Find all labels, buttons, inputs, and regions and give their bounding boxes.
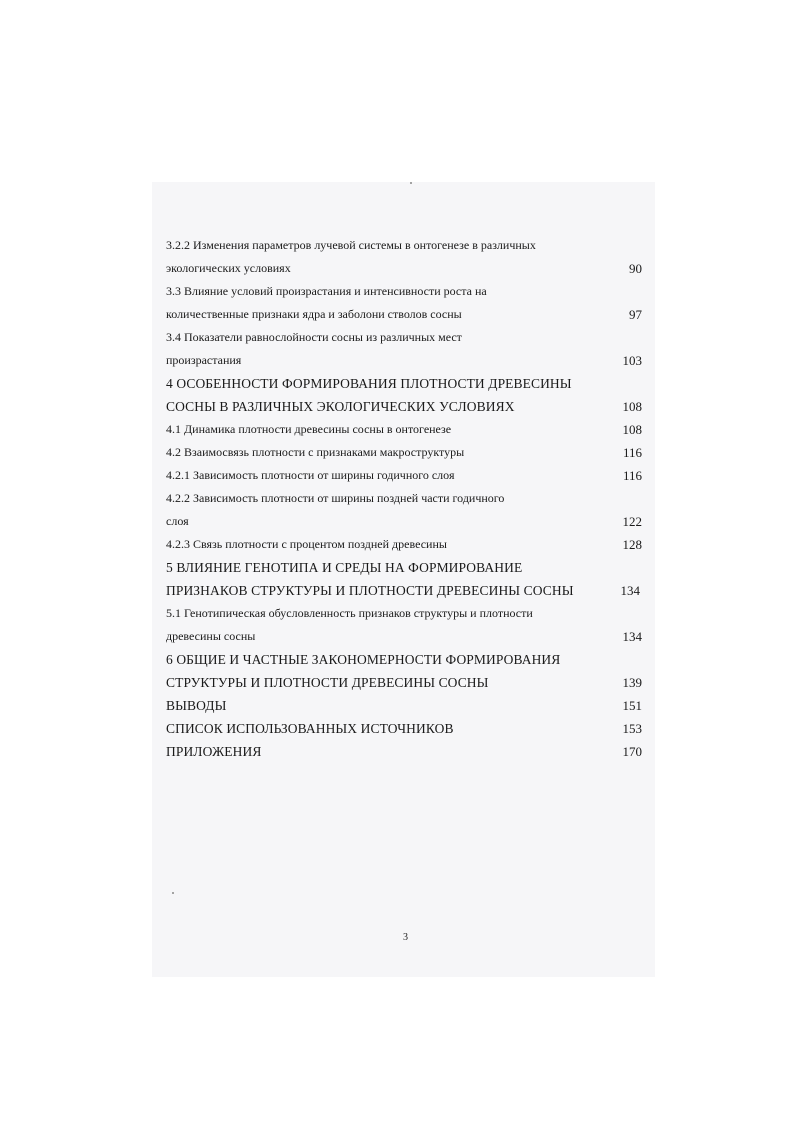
toc-line <box>166 694 642 717</box>
toc-entry-text: 5 ВЛИЯНИЕ ГЕНОТИПА И СРЕДЫ НА ФОРМИРОВАНИЕ <box>166 560 523 575</box>
toc-line <box>166 625 642 648</box>
toc-entry-text: 4.2.2 Зависимость плотности от ширины поздней части годичного <box>166 491 505 505</box>
toc-entry-text: 3.2.2 Изменения параметров лучевой системы в онтогенезе в различных <box>166 238 536 252</box>
toc-page-number: 170 <box>622 744 642 759</box>
toc-line <box>166 717 642 740</box>
toc-line <box>166 464 642 487</box>
toc-page-number: 108 <box>622 399 642 414</box>
toc-line <box>166 441 642 464</box>
toc-entry-text: ВЫВОДЫ <box>166 698 227 713</box>
toc-line <box>166 648 642 671</box>
toc-entry-text: ПРИЛОЖЕНИЯ <box>166 744 262 759</box>
toc-entry-text: 4.2.1 Зависимость плотности от ширины годичного слоя <box>166 468 455 482</box>
toc-entry-text: 5.1 Генотипическая обусловленность признаков структуры и плотности <box>166 606 533 620</box>
toc-line <box>166 487 642 510</box>
toc-page-number: 97 <box>629 307 642 322</box>
toc-page-number: 139 <box>622 675 642 690</box>
toc-entry-text: 4.2.3 Связь плотности с процентом поздней древесины <box>166 537 447 551</box>
toc-line <box>166 372 642 395</box>
toc-line <box>166 303 642 326</box>
toc-page-number: 122 <box>622 514 642 529</box>
table-of-contents <box>166 234 642 763</box>
toc-line <box>166 510 642 533</box>
toc-line <box>166 533 642 556</box>
toc-entry-text: 3.4 Показатели равнослойности сосны из различных мест <box>166 330 462 344</box>
toc-page-number: 108 <box>622 422 642 437</box>
toc-entry-text: СОСНЫ В РАЗЛИЧНЫХ ЭКОЛОГИЧЕСКИХ УСЛОВИЯХ <box>166 399 515 414</box>
toc-line <box>166 234 642 257</box>
toc-line <box>166 579 642 602</box>
toc-line <box>166 556 642 579</box>
toc-page-number: 116 <box>622 445 642 460</box>
toc-line <box>166 671 642 694</box>
toc-page-number: 90 <box>629 261 642 276</box>
toc-page-number: 134 <box>622 629 642 644</box>
toc-entry-text: 4.1 Динамика плотности древесины сосны в онтогенезе <box>166 422 452 436</box>
toc-entry-text: количественные признаки ядра и заболони стволов сосны <box>166 307 462 321</box>
toc-entry-text: СТРУКТУРЫ И ПЛОТНОСТИ ДРЕВЕСИНЫ СОСНЫ <box>166 675 489 690</box>
toc-entry-text: СПИСОК ИСПОЛЬЗОВАННЫХ ИСТОЧНИКОВ <box>166 721 454 736</box>
toc-entry-text: 4 ОСОБЕННОСТИ ФОРМИРОВАНИЯ ПЛОТНОСТИ ДРЕВЕСИНЫ <box>166 376 572 391</box>
toc-page-number: 128 <box>622 537 642 552</box>
toc-line <box>166 395 642 418</box>
toc-entry-text: 3.3 Влияние условий произрастания и интенсивности роста на <box>166 284 487 298</box>
toc-line <box>166 349 642 372</box>
toc-entry-text: древесины сосны <box>166 629 256 643</box>
toc-page-number: 116 <box>622 468 642 483</box>
toc-page-number: 134 <box>620 583 640 598</box>
page-number: 3 <box>403 932 408 943</box>
toc-page-number: 103 <box>622 353 642 368</box>
toc-page-number: 153 <box>622 721 642 736</box>
toc-entry-text: ПРИЗНАКОВ СТРУКТУРЫ И ПЛОТНОСТИ ДРЕВЕСИНЫ СОСНЫ <box>166 583 574 598</box>
toc-line <box>166 257 642 280</box>
toc-entry-text: произрастания <box>166 353 242 367</box>
toc-entry-text: экологических условиях <box>166 261 291 275</box>
toc-line <box>166 740 642 763</box>
toc-entry-text: слоя <box>166 514 189 528</box>
toc-entry-text: 6 ОБЩИЕ И ЧАСТНЫЕ ЗАКОНОМЕРНОСТИ ФОРМИРОВАНИЯ <box>166 652 561 667</box>
toc-line <box>166 280 642 303</box>
toc-line <box>166 418 642 441</box>
toc-entry-text: 4.2 Взаимосвязь плотности с признаками макроструктуры <box>166 445 465 459</box>
scan-speck <box>172 892 174 894</box>
toc-page-number: 151 <box>622 698 642 713</box>
toc-line <box>166 326 642 349</box>
scan-speck <box>410 182 412 184</box>
toc-line <box>166 602 642 625</box>
